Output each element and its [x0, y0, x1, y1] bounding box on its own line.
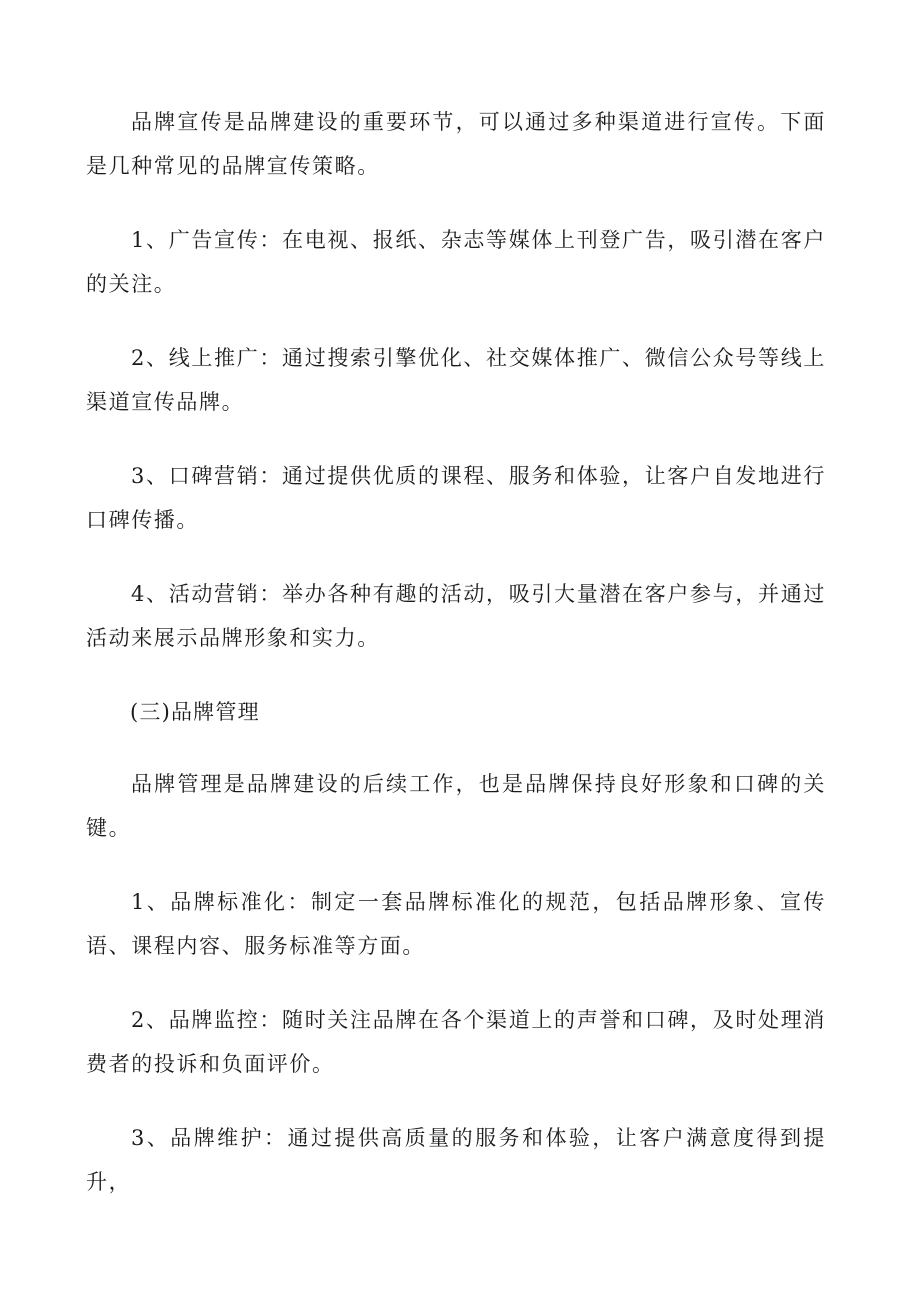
- paragraph-brand-maintenance: 3、品牌维护：通过提供高质量的服务和体验，让客户满意度得到提升，: [86, 1126, 826, 1194]
- paragraph-brand-promotion-intro: 品牌宣传是品牌建设的重要环节，可以通过多种渠道进行宣传。下面是几种常见的品牌宣传策略。: [86, 110, 826, 178]
- paragraph-online-promotion: 2、线上推广：通过搜索引擎优化、社交媒体推广、微信公众号等线上渠道宣传品牌。: [86, 346, 826, 414]
- paragraph-brand-management-intro: 品牌管理是品牌建设的后续工作，也是品牌保持良好形象和口碑的关键。: [86, 772, 826, 840]
- document-page: [86, 100, 826, 1234]
- paragraph-advertising: 1、广告宣传：在电视、报纸、杂志等媒体上刊登广告，吸引潜在客户的关注。: [86, 228, 826, 296]
- paragraph-word-of-mouth: 3、口碑营销：通过提供优质的课程、服务和体验，让客户自发地进行口碑传播。: [86, 464, 826, 532]
- paragraph-brand-standardization: 1、品牌标准化：制定一套品牌标准化的规范，包括品牌形象、宣传语、课程内容、服务标准等方面。: [86, 890, 826, 958]
- section-heading-brand-management: (三)品牌管理: [130, 700, 260, 724]
- paragraph-event-marketing: 4、活动营销：举办各种有趣的活动，吸引大量潜在客户参与，并通过活动来展示品牌形象和实力。: [86, 582, 826, 650]
- paragraph-brand-monitoring: 2、品牌监控：随时关注品牌在各个渠道上的声誉和口碑，及时处理消费者的投诉和负面评价。: [86, 1008, 826, 1076]
